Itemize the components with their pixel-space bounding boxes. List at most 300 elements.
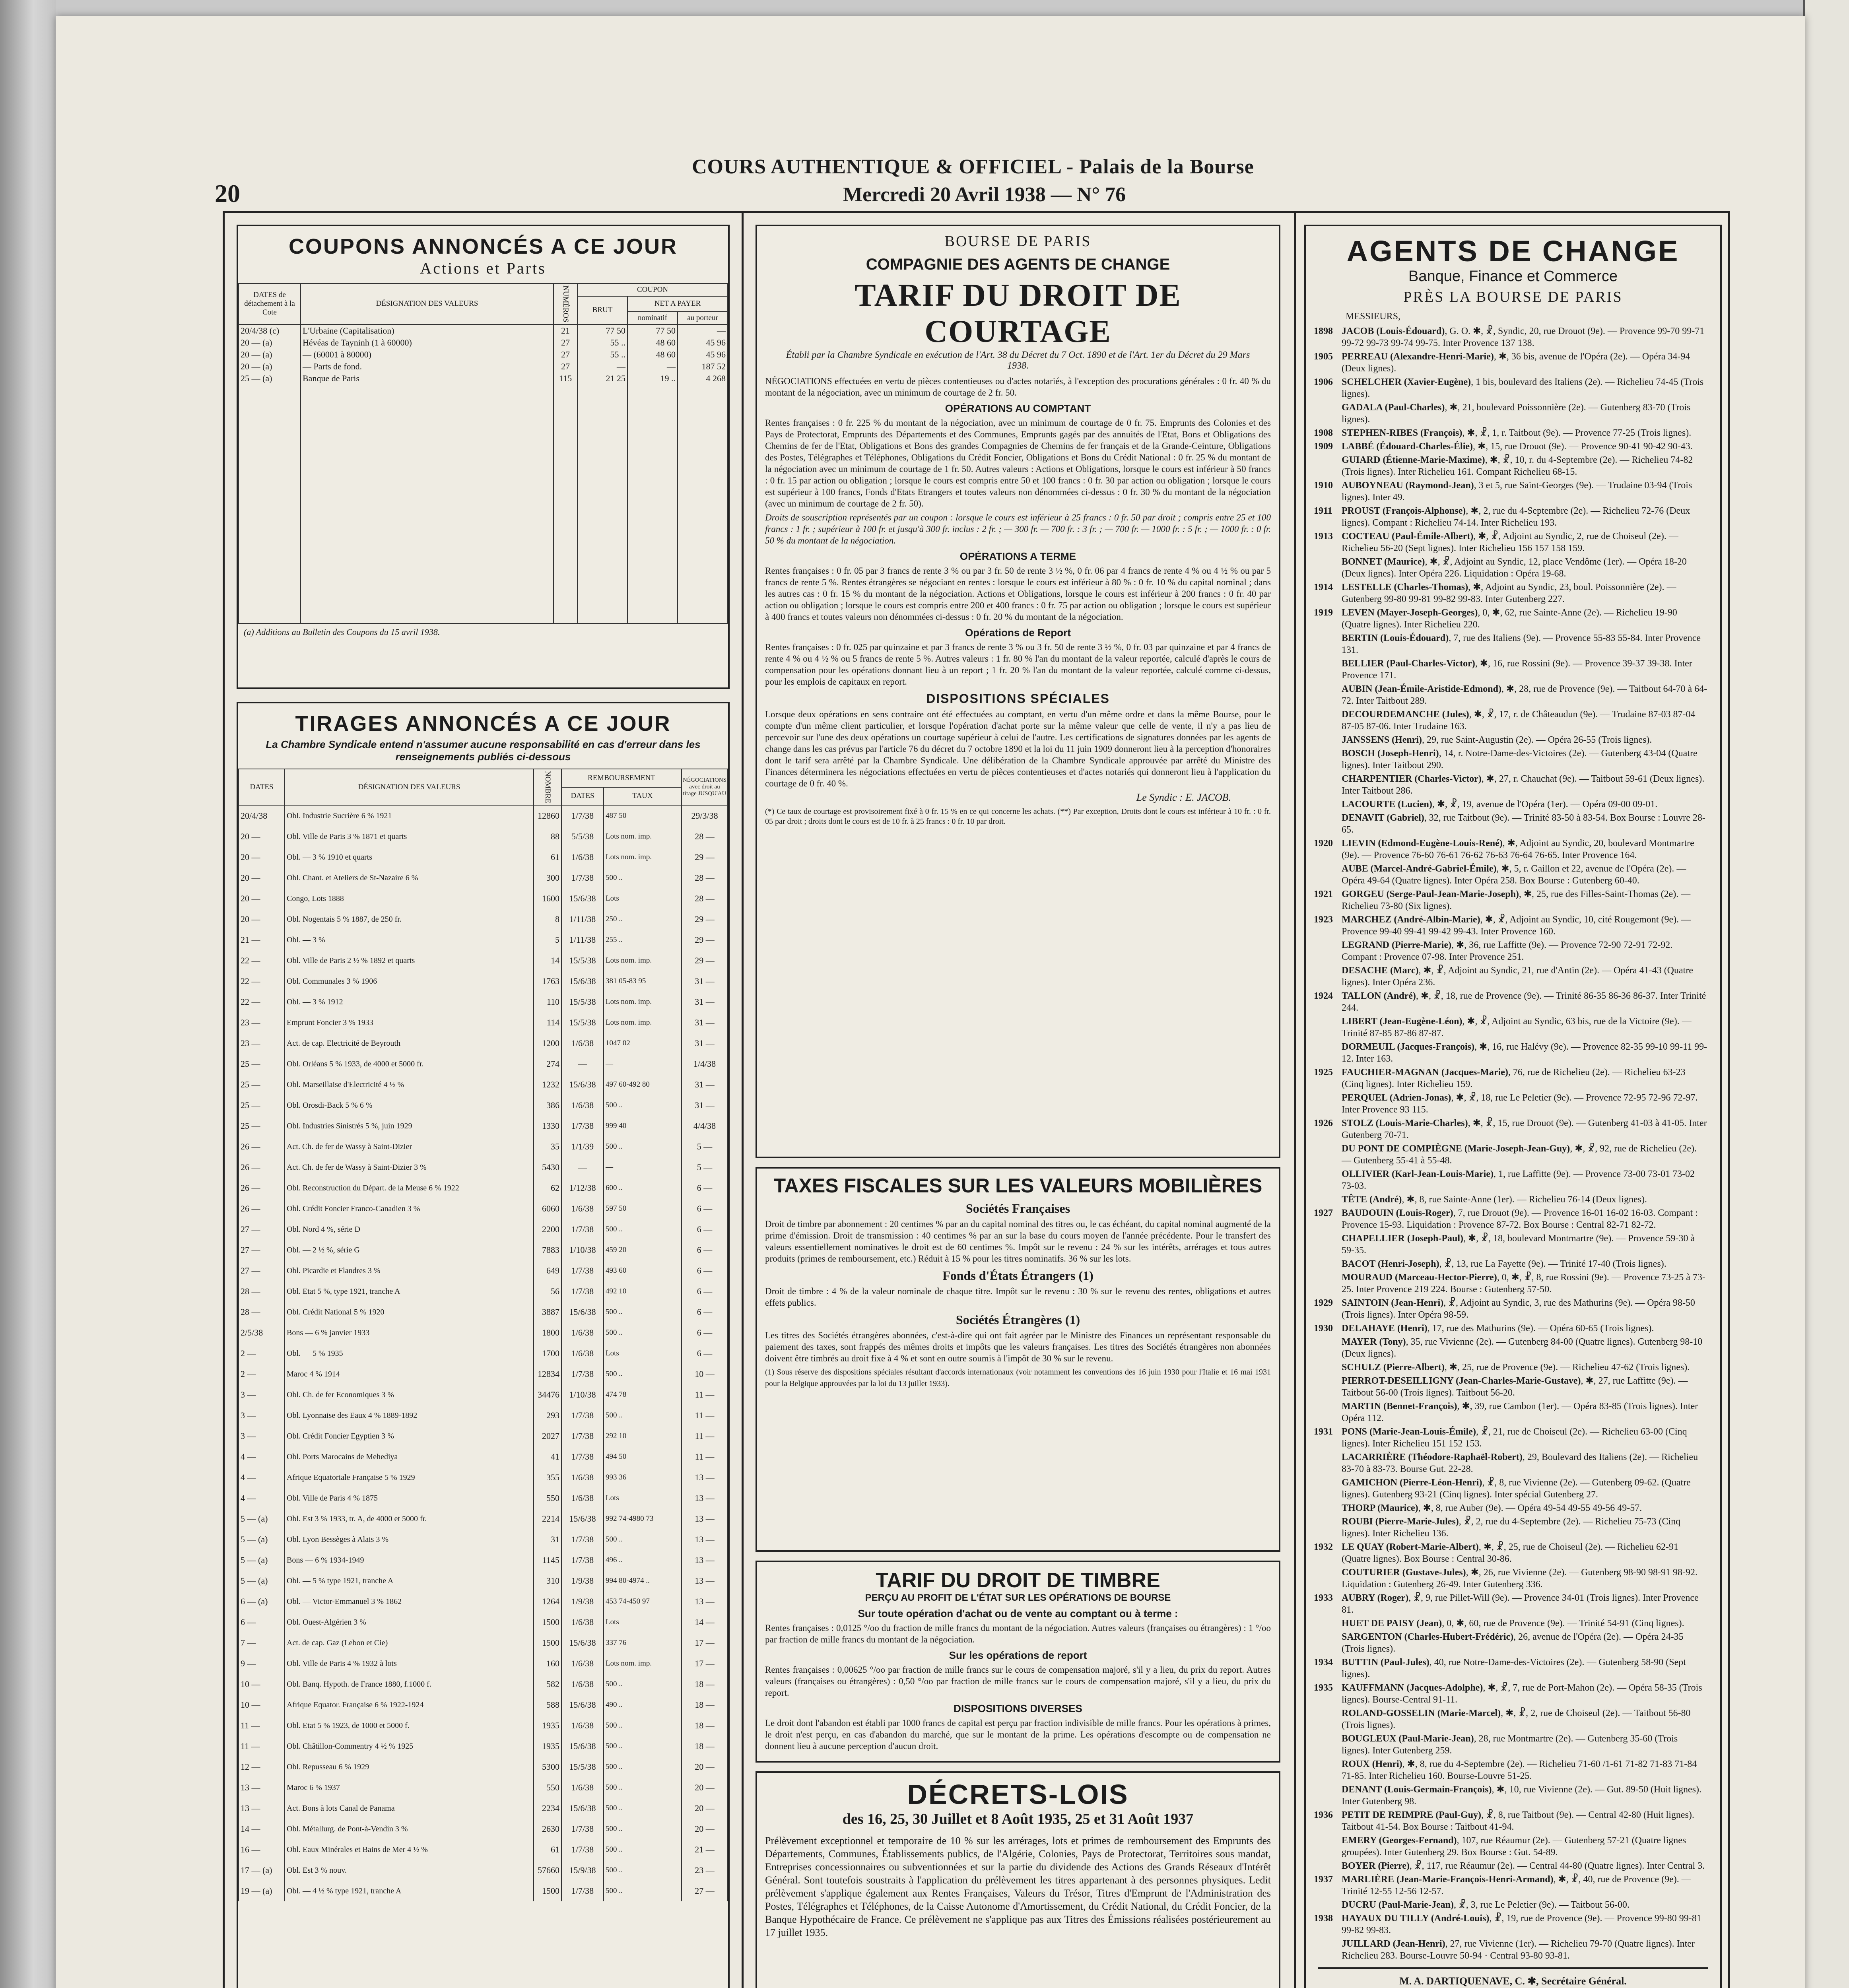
agent-contact: ✱, ☧, 40, rue de Provence (9e). — Trinité 12-55 12-56 12-57. [1342, 1874, 1691, 1897]
agent-contact: 7, rue Drouot (9e). — Provence 16-01 16-02 16-03. Compant : Provence 15-93. Liquidation : Provence 87-72. Box Bourse : Central 82-71 82-72. [1342, 1208, 1698, 1230]
agent-name: MARLIÈRE (Jean-Marie-François-Henri-Armand) [1342, 1874, 1554, 1885]
comptant-text: Rentes françaises : 0 fr. 225 % du montant de la négociation, avec un minimum de courtage de 0 fr. 75. Emprunts des Colonies et des Pays de Protectorat, Emprunts des Départements et des Communes, Emprunts gagés par des annuités de l'Etat, Bons et Obligations des Chemins de fer de l'Etat, Obligations et Bons des grandes Compagnies de Chemins de fer français et de la Grande-Ceinture, Obligations des Postes, Télégraphes et Téléphones, Obligations du Crédit Foncier, Obligations et Bons du Crédit National : 0 fr. 25 % du montant de la négociation avec un minimum de courtage de 1 fr. 50. Autres valeurs : Actions et Obligations, lorsque le cours est inférieur à 50 francs : 0 fr. 15 par action ou obligation ; lorsque le cours est compris entre 50 et 100 francs : 0 fr. 30 par action ou obligation ; lorsque le cours est supérieur à 100 francs, Fonds d'Etats Etrangers et toutes valeurs non dénommées ci-dessus : 0 fr. 30 % du montant de la négociation (avec un minimum de courtage de 2 fr. 50). [765, 418, 1271, 509]
cell-negociation: 31 — [682, 992, 728, 1012]
agent-year [1314, 1938, 1342, 1962]
col-dates: DATES de détachement à la Cote [239, 283, 301, 324]
content-frame [223, 211, 1730, 1988]
agent-entry [1314, 914, 1708, 938]
table-row [239, 1757, 728, 1777]
agent-details [1342, 1477, 1708, 1501]
agent-separator: , [1476, 1427, 1481, 1437]
agent-contact: ✱, 36 bis, avenue de l'Opéra (2e). — Opéra 34-94 (Deux lignes). [1342, 351, 1690, 374]
table-row [239, 1612, 728, 1633]
agent-details [1342, 1733, 1708, 1757]
cell-taux: 992 74-4980 73 [604, 1508, 682, 1529]
courtage-footnotes-text: (*) Ce taux de courtage est provisoirement fixé à 0 fr. 15 % en ce qui concerne les achats. (**) Par exception, Droits dont le cours est inférieur à 10 fr. : 0 fr. 05 par droit ; droits dont le cours est de 10 fr. à 25 francs : 0 fr. 10 par droit. [765, 807, 1271, 826]
agent-entry [1314, 1477, 1708, 1501]
agent-details [1342, 1938, 1708, 1962]
agent-contact: ✱, ☧, Adjoint au Syndic, 10, cité Rougemont (9e). — Provence 99-40 99-41 99-42 99-43. Inter Provence 160. [1342, 914, 1691, 937]
agent-name: COUTURIER (Gustave-Jules) [1342, 1567, 1466, 1578]
agent-year [1314, 798, 1342, 810]
agent-year [1314, 683, 1342, 707]
table-row [239, 1860, 728, 1881]
terme-text: Rentes françaises : 0 fr. 05 par 3 francs de rente 3 % ou par 3 fr. 50 de rente 3 ½ %, 0 fr. 06 par 4 francs de rente 4 % ou 4 ½ % ou par 5 francs de rente 5 %. Rentes étrangères se négociant en rentes : lorsque le cours est inférieur à 80 % : 0 fr. 10 % du capital nominal ; dans les autres cas : 0 fr. 15 % du montant de la négociation. Actions et Obligations, lorsque le cours est inférieur à 200 francs : 0 fr. 40 par action ou obligation ; lorsque le cours est compris entre 200 et 400 francs : 0 fr. 75 par action ou obligation ; lorsque le cours est supérieur à 400 francs et toutes valeurs non dénommées ci-dessus : 0 fr. 20 % du montant de la négociation. [765, 566, 1271, 622]
agent-details [1342, 1502, 1708, 1514]
agent-details [1342, 1707, 1708, 1731]
agent-year [1314, 773, 1342, 797]
col-coupon: COUPON [577, 283, 728, 296]
agent-year [1314, 1400, 1342, 1424]
cell-designation: Bons — 6 % 1934-1949 [285, 1550, 534, 1571]
agent-details [1342, 1835, 1708, 1858]
cell-nombre: 1700 [534, 1343, 561, 1364]
cell-date: 20/4/38 (c) [239, 324, 301, 337]
agent-entry [1314, 1336, 1708, 1360]
cell-negociation: 28 — [682, 826, 728, 847]
agent-contact: 76, rue de Richelieu (2e). — Richelieu 63-23 (Cinq lignes). Inter Richelieu 159. [1342, 1067, 1686, 1089]
agent-details [1342, 1400, 1708, 1424]
adjacent-page-edge [1803, 0, 1849, 1988]
agent-separator: , [1453, 1208, 1458, 1218]
table-row [239, 1839, 728, 1860]
agent-year: 1925 [1314, 1067, 1333, 1077]
agent-name: SCHULZ (Pierre-Albert) [1342, 1362, 1445, 1373]
souscription-text: Droits de souscription représentés par un coupon : lorsque le cours est inférieur à 25 francs : 0 fr. 50 par droit ; compris entre 25 et 100 francs : 1 fr. ; supérieur à 100 fr. et jusqu'à 300 fr. inclus : 2 fr. ; — 300 fr. — 700 fr. : 3 fr. ; — 700 fr. — 1000 fr. : 5 fr. ; — 1000 fr. : 0 fr. 50 % du montant de la négociation. [765, 513, 1271, 546]
agent-name: AUBIN (Jean-Émile-Aristide-Edmond) [1342, 684, 1501, 694]
table-row [239, 1695, 728, 1715]
agents-list [1306, 325, 1720, 1962]
cell-nombre: 582 [534, 1674, 561, 1695]
agent-separator: , [1496, 864, 1501, 874]
agent-entry [1314, 1361, 1708, 1373]
cell-date: 2 — [239, 1343, 285, 1364]
agent-entry [1314, 1143, 1708, 1167]
agent-name: BOUGLEUX (Paul-Marie-Jean) [1342, 1734, 1474, 1744]
table-row [239, 1260, 728, 1281]
cell-date: 27 — [239, 1240, 285, 1260]
table-row [239, 361, 728, 373]
agent-name: MARTIN (Bennet-François) [1342, 1401, 1457, 1411]
agent-year: 1930 [1314, 1323, 1333, 1334]
table-row [239, 1508, 728, 1529]
agent-entry [1314, 990, 1708, 1014]
cell-taux: 500 .. [604, 1736, 682, 1757]
agent-details [1342, 1066, 1708, 1090]
cell-negociation: 6 — [682, 1240, 728, 1260]
agent-contact: ✱, ☧, 92, rue de Richelieu (2e). — Gutenberg 55-41 à 55-48. [1342, 1143, 1697, 1166]
agent-entry [1314, 1631, 1708, 1655]
cell-designation: Obl. Picardie et Flandres 3 % [285, 1260, 534, 1281]
table-row [239, 373, 728, 384]
timbre-s3-text: Le droit dont l'abandon est établi par 1000 francs de capital est perçu par fraction indivisible de mille francs. Pour les opérations à primes, le droit n'est perçu, en cas d'abandon du marché, que sur le montant de la prime. Les opérations d'escompte ou de compensation ne donnent lieu à aucune perception d'aucun droit. [765, 1718, 1271, 1751]
cell-date: 10 — [239, 1695, 285, 1715]
cell-remb-date: 1/7/38 [561, 1881, 604, 1901]
agent-entry [1314, 1041, 1708, 1065]
agent-details [1342, 1168, 1708, 1192]
cell-remb-date: 15/6/38 [561, 1633, 604, 1653]
agent-contact: ✱, 27, r. Chauchat (9e). — Taitbout 59-61 (Deux lignes). Inter Taitbout 286. [1342, 774, 1705, 796]
agent-details [1342, 325, 1708, 349]
agent-year: 1926 [1314, 1118, 1333, 1128]
timbre-s1-text: Rentes françaises : 0,0125 °/oo du fraction de mille francs du montant de la négociation. Autres valeurs (françaises ou étrangères) : 1 °/oo par fraction de mille francs du montant de la négociation. [765, 1623, 1271, 1644]
agent-details [1342, 1207, 1708, 1231]
agent-name: LESTELLE (Charles-Thomas) [1342, 582, 1468, 592]
agent-year [1314, 1361, 1342, 1373]
agent-separator: , [1570, 1143, 1575, 1154]
cell-date: 5 — (a) [239, 1550, 285, 1571]
agent-name: STEPHEN-RIBES (François) [1342, 428, 1462, 438]
agent-contact: 107, rue Réaumur (2e). — Gutenberg 57-21 (Quatre lignes groupées). Inter Gutenberg 29. Box Bourse : Gut. 54-89. [1342, 1835, 1686, 1858]
agent-details [1342, 402, 1708, 425]
agent-entry [1314, 1899, 1708, 1911]
table-row [239, 349, 728, 361]
cell-date: 6 — [239, 1612, 285, 1633]
agent-name: DECOURDEMANCHE (Jules) [1342, 709, 1469, 720]
agent-details [1342, 1233, 1708, 1256]
cell-negociation: 20 — [682, 1777, 728, 1798]
agent-year [1314, 1194, 1342, 1206]
col-numeros: NUMÉROS [554, 283, 577, 324]
cell-designation: Obl. Orléans 5 % 1933, de 4000 et 5000 fr. [285, 1054, 534, 1074]
timbre-s1-title: Sur toute opération d'achat ou de vente au comptant ou à terme : [858, 1607, 1178, 1619]
cell-numero: 27 [554, 337, 577, 349]
cell-taux: 500 .. [604, 1364, 682, 1384]
agent-name: STOLZ (Louis-Marie-Charles) [1342, 1118, 1468, 1128]
cell-nombre: 31 [534, 1529, 561, 1550]
cell-date: 20 — (a) [239, 337, 301, 349]
cell-brut: — [577, 361, 627, 373]
agent-year [1314, 939, 1342, 963]
cell-taux: 500 .. [604, 1322, 682, 1343]
timbre-title: TARIF DU DROIT DE TIMBRE [876, 1569, 1160, 1592]
cell-nombre: 1800 [534, 1322, 561, 1343]
cell-nombre: 1935 [534, 1715, 561, 1736]
cell-negociation: 20 — [682, 1819, 728, 1839]
agent-name: PERQUEL (Adrien-Jonas) [1342, 1093, 1451, 1103]
agent-details [1342, 1041, 1708, 1065]
cell-taux: — [604, 1054, 682, 1074]
cell-porteur: 187 52 [678, 361, 728, 373]
cell-brut: 21 25 [577, 373, 627, 384]
agent-entry [1314, 1272, 1708, 1295]
agent-entry [1314, 1117, 1708, 1141]
col-rdates: DATES [561, 787, 604, 806]
newspaper-page [56, 16, 1805, 1988]
agent-year [1314, 1375, 1342, 1399]
agent-name: CHARPENTIER (Charles-Victor) [1342, 774, 1482, 784]
agent-name: HUET DE PAISY (Jean) [1342, 1618, 1442, 1629]
cell-designation: Act. de cap. Electricité de Beyrouth [285, 1033, 534, 1054]
cell-remb-date: 1/9/38 [561, 1591, 604, 1612]
col-porteur: au porteur [678, 312, 728, 324]
table-row [239, 1302, 728, 1322]
cell-remb-date: 15/6/38 [561, 1508, 604, 1529]
agent-year [1314, 1502, 1342, 1514]
cell-taux: Lots nom. imp. [604, 826, 682, 847]
table-row [239, 1550, 728, 1571]
table-row [239, 324, 728, 337]
cell-negociation: 23 — [682, 1860, 728, 1881]
agent-contact: ✱, 8, rue du 4-Septembre (2e). — Richelieu 71-60 /1-61 71-82 71-83 71-84 71-85. Inter Richelieu 160. Bourse-Louvre 51-25. [1342, 1759, 1697, 1781]
agent-details [1342, 607, 1708, 631]
agent-contact: ✱, 25, rue de Provence (9e). — Richelieu 47-62 (Trois lignes). [1449, 1362, 1690, 1373]
agent-details [1342, 798, 1708, 810]
agent-details [1342, 530, 1708, 554]
agent-name: PERREAU (Alexandre-Henri-Marie) [1342, 351, 1494, 362]
agent-separator: , [1501, 1708, 1506, 1718]
right-column [1294, 213, 1730, 1988]
cell-date: 11 — [239, 1736, 285, 1757]
cell-nombre: 1500 [534, 1881, 561, 1901]
agent-contact: ✱, ☧, Adjoint au Syndic, 21, rue d'Antin (2e). — Opéra 41-43 (Quatre lignes). Inter Opéra 236. [1342, 965, 1693, 988]
agent-name: LACARRIÈRE (Théodore-Raphaël-Robert) [1342, 1452, 1523, 1462]
cell-taux: 500 .. [604, 1715, 682, 1736]
cell-date: 27 — [239, 1219, 285, 1240]
agent-separator: , [1439, 1259, 1444, 1269]
agent-details [1342, 1567, 1708, 1590]
agent-entry [1314, 1707, 1708, 1731]
cell-remb-date: 15/6/38 [561, 971, 604, 992]
cell-designation: Obl. Industrie Sucrière 6 % 1921 [285, 805, 534, 826]
taxes-s1-title: Sociétés Françaises [965, 1201, 1070, 1215]
agent-details [1342, 480, 1708, 503]
cell-taux: Lots [604, 1488, 682, 1508]
cell-date: 5 — (a) [239, 1571, 285, 1591]
agent-entry [1314, 1541, 1708, 1565]
table-row [239, 1364, 728, 1384]
cell-numero: 115 [554, 373, 577, 384]
agent-separator: , [1445, 326, 1450, 336]
agent-entry [1314, 1066, 1708, 1090]
cell-taux: 500 .. [604, 1529, 682, 1550]
cell-negociation: 18 — [682, 1736, 728, 1757]
agent-entry [1314, 1733, 1708, 1757]
cell-negociation: 6 — [682, 1302, 728, 1322]
cell-taux: 493 60 [604, 1260, 682, 1281]
table-row [239, 1571, 728, 1591]
agent-contact: ☧, 3, rue Le Peletier (9e). — Taitbout 56-00. [1458, 1900, 1630, 1910]
agent-details [1342, 888, 1708, 912]
agent-separator: , [1473, 531, 1478, 542]
agent-contact: 26, avenue de l'Opéra (2e). — Opéra 24-35 (Trois lignes). [1342, 1632, 1684, 1654]
agent-separator: , [1494, 351, 1499, 362]
cell-taux: 500 .. [604, 1777, 682, 1798]
cell-nombre: 274 [534, 1054, 561, 1074]
cell-date: 17 — (a) [239, 1860, 285, 1881]
table-row [239, 909, 728, 930]
agent-details [1342, 1272, 1708, 1295]
agent-year [1314, 1233, 1342, 1256]
cell-designation: Obl. Orosdi-Back 5 % 6 % [285, 1095, 534, 1116]
agent-entry [1314, 965, 1708, 988]
agent-entry [1314, 530, 1708, 554]
cell-taux: 337 76 [604, 1633, 682, 1653]
agent-separator: , [1482, 1477, 1487, 1488]
coupons-note: (a) Additions au Bulletin des Coupons du 15 avril 1938. [238, 623, 728, 641]
cell-designation: Maroc 4 % 1914 [285, 1364, 534, 1384]
cell-date: 22 — [239, 971, 285, 992]
taxes-title: TAXES FISCALES SUR LES VALEURS MOBILIÈRES [773, 1175, 1262, 1197]
cell-taux: 500 .. [604, 1839, 682, 1860]
agent-year: 1934 [1314, 1657, 1333, 1668]
agent-entry [1314, 1233, 1708, 1256]
comptant-title: OPÉRATIONS AU COMPTANT [945, 402, 1091, 414]
agent-name: TÊTE (André) [1342, 1194, 1402, 1205]
cell-remb-date: — [561, 1054, 604, 1074]
cell-negociation: 29 — [682, 930, 728, 950]
agent-details [1342, 1143, 1708, 1167]
agent-contact: ☧, Adjoint au Syndic, 3, rue des Mathurins (9e). — Opéra 98-50 (Trois lignes). Inter Opéra 98-59. [1342, 1298, 1695, 1320]
agent-name: PETIT DE REIMPRE (Paul-Guy) [1342, 1810, 1481, 1820]
agent-entry [1314, 632, 1708, 656]
agent-contact: ✱, 2, rue du 4-Septembre (2e). — Richelieu 72-76 (Deux lignes). Compant : Richelieu 74-14. Inter Richelieu 193. [1342, 506, 1690, 528]
agent-name: BACOT (Henri-Joseph) [1342, 1259, 1439, 1269]
agent-details [1342, 1860, 1708, 1872]
cell-remb-date: 1/6/38 [561, 1674, 604, 1695]
agent-details [1342, 1015, 1708, 1039]
agent-name: LIBERT (Jean-Eugène-Léon) [1342, 1016, 1462, 1027]
cell-nombre: 1500 [534, 1612, 561, 1633]
agent-contact: 29, rue Saint-Augustin (2e). — Opéra 26-55 (Trois lignes). [1427, 735, 1652, 745]
agent-separator: , [1508, 1067, 1513, 1077]
courtage-intro [757, 375, 1279, 398]
cell-date: 13 — [239, 1798, 285, 1819]
cell-taux: 500 .. [604, 1881, 682, 1901]
cell-brut: 77 50 [577, 324, 627, 337]
agent-name: BONNET (Maurice) [1342, 557, 1425, 567]
cell-designation: Obl. Ville de Paris 2 ½ % 1892 et quarts [285, 950, 534, 971]
agent-entry [1314, 556, 1708, 580]
cell-designation: Obl. Nord 4 %, série D [285, 1219, 534, 1240]
agent-separator: , [1445, 1939, 1450, 1949]
cell-negociation: 31 — [682, 1074, 728, 1095]
agent-name: TALLON (André) [1342, 991, 1416, 1001]
cell-remb-date: 1/6/38 [561, 1467, 604, 1488]
agent-details [1342, 1375, 1708, 1399]
tirages-rows [239, 805, 728, 1901]
agent-separator: , [1481, 1810, 1486, 1820]
cell-nombre: 386 [534, 1095, 561, 1116]
table-row [239, 1198, 728, 1219]
agent-details [1342, 1297, 1708, 1321]
syndic-signature: Le Syndic : E. JACOB. [1136, 792, 1231, 803]
agent-separator: , [1459, 1516, 1464, 1527]
cell-remb-date: 15/6/38 [561, 888, 604, 909]
agent-name: PROUST (François-Alphonse) [1342, 506, 1466, 516]
agent-name: LEGRAND (Pierre-Marie) [1342, 940, 1452, 950]
agent-details [1342, 1117, 1708, 1141]
cell-remb-date: 1/7/38 [561, 1839, 604, 1860]
cell-date: 5 — (a) [239, 1508, 285, 1529]
cell-date: 26 — [239, 1136, 285, 1157]
agent-details [1342, 1682, 1708, 1706]
table-row [239, 1446, 728, 1467]
agent-details [1342, 1516, 1708, 1540]
agent-entry [1314, 480, 1708, 503]
agent-name: DELAHAYE (Henri) [1342, 1323, 1428, 1334]
agent-year [1314, 1041, 1342, 1065]
cell-taux: Lots nom. imp. [604, 950, 682, 971]
cell-designation: Obl. Ports Marocains de Mehediya [285, 1446, 534, 1467]
agent-contact: ✱, ☧, 18, rue de Provence (9e). — Trinité 86-35 86-36 86-37. Inter Trinité 244. [1342, 991, 1706, 1013]
cell-taux: 487 50 [604, 805, 682, 826]
table-row [239, 847, 728, 868]
agent-details [1342, 1092, 1708, 1116]
cell-brut: 55 .. [577, 337, 627, 349]
agent-separator: , [1429, 1657, 1434, 1668]
cell-designation: Obl. Crédit Foncier Egyptien 3 % [285, 1426, 534, 1446]
agent-entry [1314, 939, 1708, 963]
agent-name: DESACHE (Marc) [1342, 965, 1419, 976]
cell-date: 25 — [239, 1054, 285, 1074]
agent-entry [1314, 325, 1708, 349]
cell-designation: Obl. Ville de Paris 4 % 1875 [285, 1488, 534, 1508]
agent-year: 1923 [1314, 914, 1333, 925]
agent-name: LABBÉ (Édouard-Charles-Élie) [1342, 441, 1473, 452]
cell-taux: 500 .. [604, 1819, 682, 1839]
cell-date: 20 — [239, 868, 285, 888]
cell-designation: Afrique Equatoriale Française 5 % 1929 [285, 1467, 534, 1488]
col-nombre: NOMBRE [534, 769, 561, 805]
agent-contact: 35, rue Vivienne (2e). — Gutenberg 84-00 (Quatre lignes). Gutenberg 98-10 (Deux lignes). [1342, 1337, 1703, 1359]
courtage-section [756, 225, 1280, 1158]
secretary-general: M. A. DARTIQUENAVE, C. ✱, Secrétaire Général. [1399, 1975, 1627, 1987]
cell-date: 20 — (a) [239, 361, 301, 373]
cell-negociation: 13 — [682, 1467, 728, 1488]
cell-date: 22 — [239, 992, 285, 1012]
agent-entry [1314, 1502, 1708, 1514]
cell-designation: Obl. — 3 % [285, 930, 534, 950]
cell-nombre: 8 [534, 909, 561, 930]
agent-separator: , [1418, 1503, 1423, 1513]
cell-designation: Obl. Crédit National 5 % 1920 [285, 1302, 534, 1322]
cell-negociation: 29 — [682, 847, 728, 868]
cell-designation: Obl. Communales 3 % 1906 [285, 971, 534, 992]
cell-remb-date: 15/6/38 [561, 1798, 604, 1819]
cell-negociation: 6 — [682, 1219, 728, 1240]
cell-nombre: 2234 [534, 1798, 561, 1819]
cell-date: 23 — [239, 1033, 285, 1054]
agent-name: SARGENTON (Charles-Hubert-Frédéric) [1342, 1632, 1514, 1642]
table-row [239, 337, 728, 349]
cell-date: 16 — [239, 1839, 285, 1860]
agent-contact: ✱, ☧, 2, rue de Choiseul (2e). — Taitbout 56-80 (Trois lignes). [1342, 1708, 1691, 1730]
cell-designation: Act. Ch. de fer de Wassy à Saint-Dizier [285, 1136, 534, 1157]
agent-details [1342, 658, 1708, 681]
agent-contact: ✱, 10, rue Vivienne (2e). — Gut. 89-50 (Huit lignes). Inter Gutenberg 98. [1342, 1784, 1702, 1807]
agent-name: GORGEU (Serge-Paul-Jean-Marie-Joseph) [1342, 889, 1519, 899]
cell-taux: 597 50 [604, 1198, 682, 1219]
agent-separator: , [1422, 735, 1427, 745]
agent-year: 1935 [1314, 1683, 1333, 1693]
agent-separator: , [1409, 1861, 1414, 1871]
cell-brut: 55 .. [577, 349, 627, 361]
cell-nominatif: 77 50 [627, 324, 678, 337]
cell-date: 2/5/38 [239, 1322, 285, 1343]
cell-remb-date: 1/6/38 [561, 847, 604, 868]
cell-negociation: 13 — [682, 1571, 728, 1591]
cell-remb-date: 15/6/38 [561, 1695, 604, 1715]
cell-remb-date: 5/5/38 [561, 826, 604, 847]
cell-designation: Obl. Industries Sinistrés 5 %, juin 1929 [285, 1116, 534, 1136]
table-row [239, 992, 728, 1012]
cell-negociation: 21 — [682, 1839, 728, 1860]
courtage-intro-text: NÉGOCIATIONS effectuées en vertu de pièces contentieuses ou d'actes notariés, à l'exception des procurations générales : 0 fr. 40 % du montant de la négociation, avec un minimum de courtage de 2 fr. 50. [765, 376, 1271, 398]
agent-entry [1314, 1682, 1708, 1706]
cell-designation: Obl. Etat 5 %, type 1921, tranche A [285, 1281, 534, 1302]
agent-contact: ✱, 39, rue Cambon (1er). — Opéra 83-85 (Trois lignes). Inter Opéra 112. [1342, 1401, 1698, 1423]
cell-taux: 500 .. [604, 1405, 682, 1426]
